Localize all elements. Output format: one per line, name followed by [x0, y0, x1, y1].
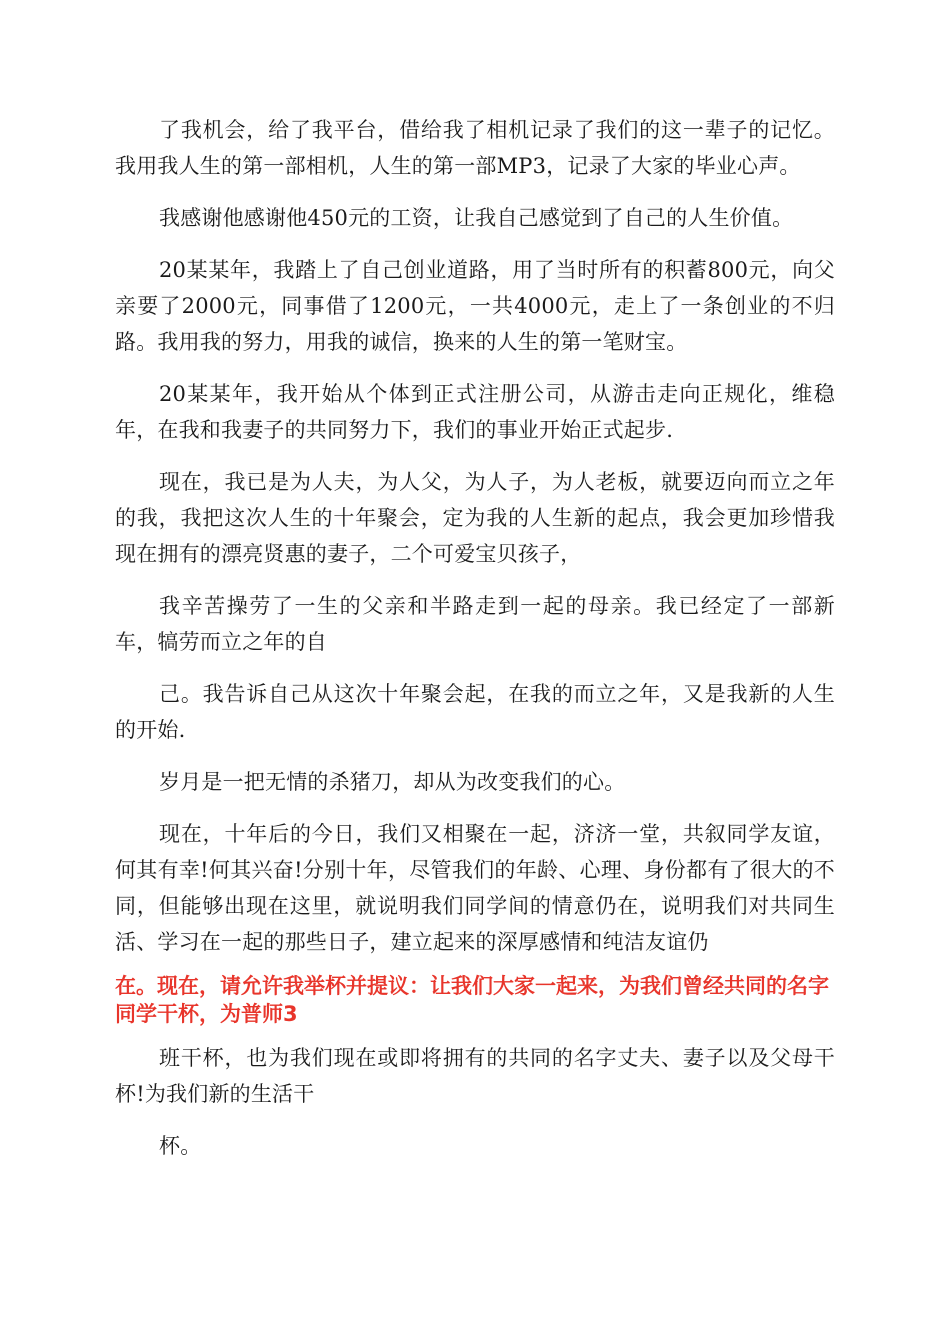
paragraph-8: 岁月是一把无情的杀猪刀，却从为改变我们的心。 [159, 770, 626, 794]
paragraph-4: 20某某年，我开始从个体到正式注册公司，从游击走向正规化，维稳年，在我和我妻子的共同努力下，我们的事业开始正式起步. [115, 382, 835, 442]
paragraph-closing-1: 班干杯，也为我们现在或即将拥有的共同的名字丈夫、妻子以及父母干杯!为我们新的生活干 [115, 1046, 835, 1106]
paragraph-5: 现在，我已是为人夫，为人父，为人子，为人老板，就要迈向而立之年的我，我把这次人生的十年聚会，定为我的人生新的起点，我会更加珍惜我现在拥有的漂亮贤惠的妻子，二个可爱宝贝孩子， [115, 470, 835, 566]
paragraph-6: 我辛苦操劳了一生的父亲和半路走到一起的母亲。我已经定了一部新车，犒劳而立之年的自 [115, 594, 835, 654]
paragraph-closing-2: 杯。 [159, 1134, 202, 1158]
document-page [115, 112, 835, 1164]
paragraph-7: 己。我告诉自己从这次十年聚会起，在我的而立之年，又是我新的人生的开始. [115, 682, 835, 742]
paragraph-3: 20某某年，我踏上了自己创业道路，用了当时所有的积蓄800元，向父亲要了2000元，同事借了1200元，一共4000元，走上了一条创业的不归路。我用我的努力，用我的诚信，换来的人生的第一笔财宝。 [115, 258, 835, 354]
paragraph-1: 了我机会，给了我平台，借给我了相机记录了我们的这一辈子的记忆。我用我人生的第一部相机，人生的第一部MP3，记录了大家的毕业心声。 [115, 118, 835, 178]
paragraph-2: 我感谢他感谢他450元的工资，让我自己感觉到了自己的人生价值。 [159, 206, 794, 230]
highlighted-toast: 在。现在，请允许我举杯并提议：让我们大家一起来，为我们曾经共同的名字同学干杯，为普师3 [115, 974, 829, 1026]
paragraph-9: 现在，十年后的今日，我们又相聚在一起，济济一堂，共叙同学友谊，何其有幸!何其兴奋!分别十年，尽管我们的年龄、心理、身份都有了很大的不同，但能够出现在这里，就说明我们同学间的情意仍在，说明我们对共同生活、学习在一起的那些日子，建立起来的深厚感情和纯洁友谊仍 [115, 822, 835, 954]
